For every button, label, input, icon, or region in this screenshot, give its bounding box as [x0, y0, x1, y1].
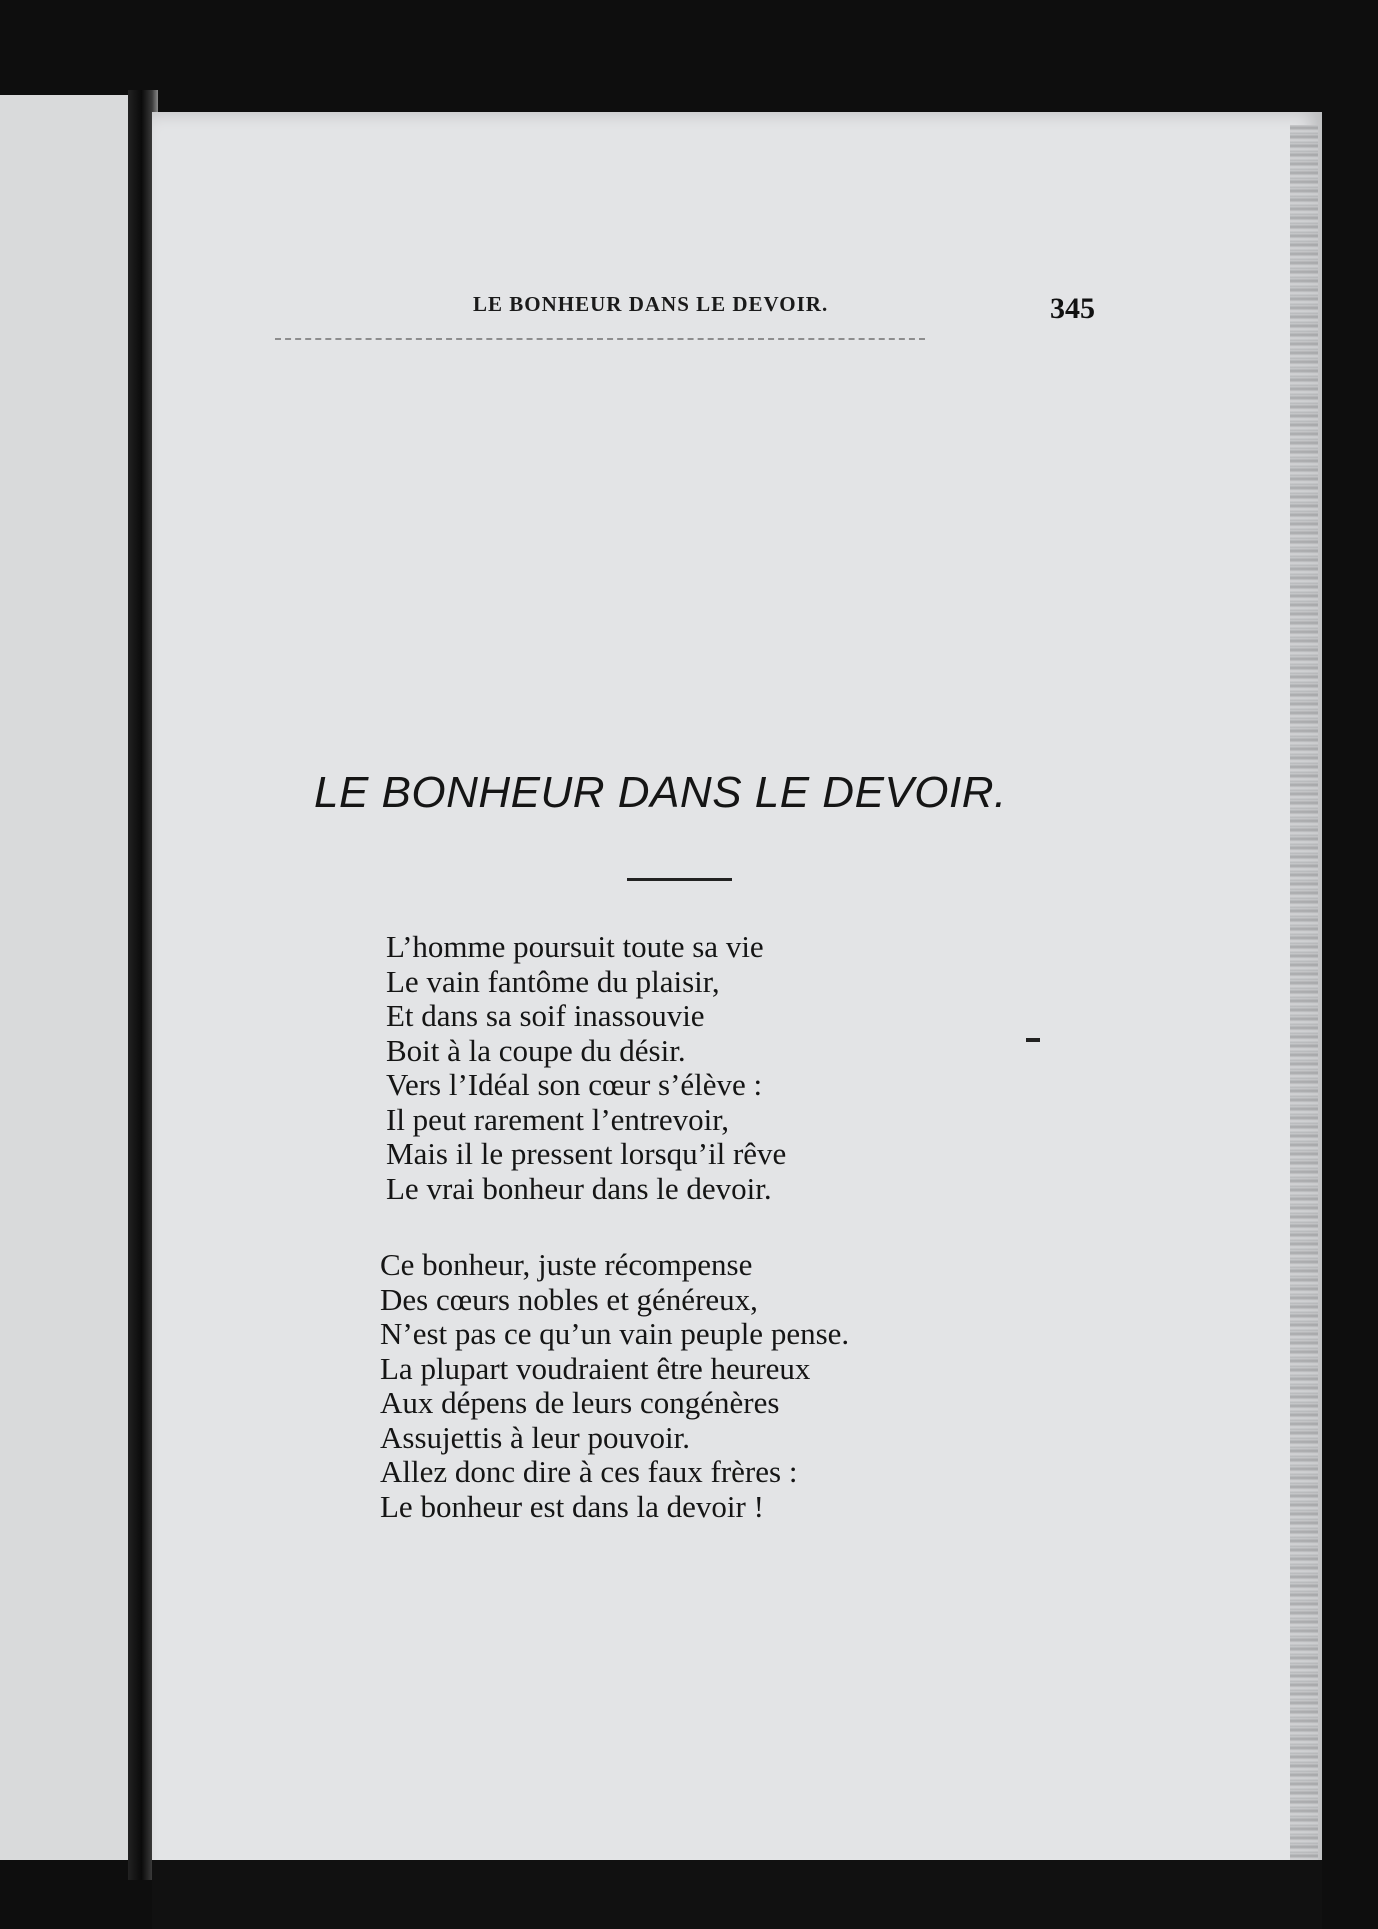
poem-line: Ce bonheur, juste récompense	[380, 1247, 753, 1282]
poem-line: Aux dépens de leurs congénères	[380, 1385, 780, 1420]
bottom-shadow	[152, 1860, 1322, 1929]
poem-line: Et dans sa soif inassouvie	[386, 998, 705, 1033]
poem-line: Il peut rarement l’entrevoir,	[386, 1101, 730, 1137]
poem-line: Mais il le pressent lorsqu’il rêve	[386, 1136, 787, 1171]
poem-title: LE BONHEUR DANS LE DEVOIR.	[314, 768, 1007, 817]
poem-line: Le vrai bonheur dans le devoir.	[386, 1170, 772, 1206]
page-number: 345	[1050, 292, 1095, 325]
title-divider	[627, 878, 732, 881]
poem-line: Vers l’Idéal son cœur s’élève :	[386, 1067, 763, 1102]
page-fore-edge	[1290, 125, 1318, 1895]
poem-line: Assujettis à leur pouvoir.	[380, 1419, 690, 1455]
poem-line: Allez donc dire à ces faux frères :	[380, 1454, 798, 1489]
poem-line: Des cœurs nobles et généreux,	[380, 1281, 758, 1317]
poem-line: Boit à la coupe du désir.	[386, 1032, 686, 1068]
facing-page-edge	[0, 95, 130, 1860]
poem-line: N’est pas ce qu’un vain peuple pense.	[380, 1316, 850, 1351]
ink-speck	[1026, 1038, 1040, 1042]
running-head: LE BONHEUR DANS LE DEVOIR.	[473, 292, 829, 316]
poem-line: Le bonheur est dans la devoir !	[380, 1488, 764, 1524]
stanza-2	[380, 1248, 849, 1524]
stanza-1	[386, 930, 786, 1206]
poem-line: Le vain fantôme du plaisir,	[386, 963, 720, 999]
poem-line: L’homme poursuit toute sa vie	[386, 929, 764, 964]
poem-line: La plupart voudraient être heureux	[380, 1350, 811, 1386]
header-rule	[275, 338, 925, 340]
